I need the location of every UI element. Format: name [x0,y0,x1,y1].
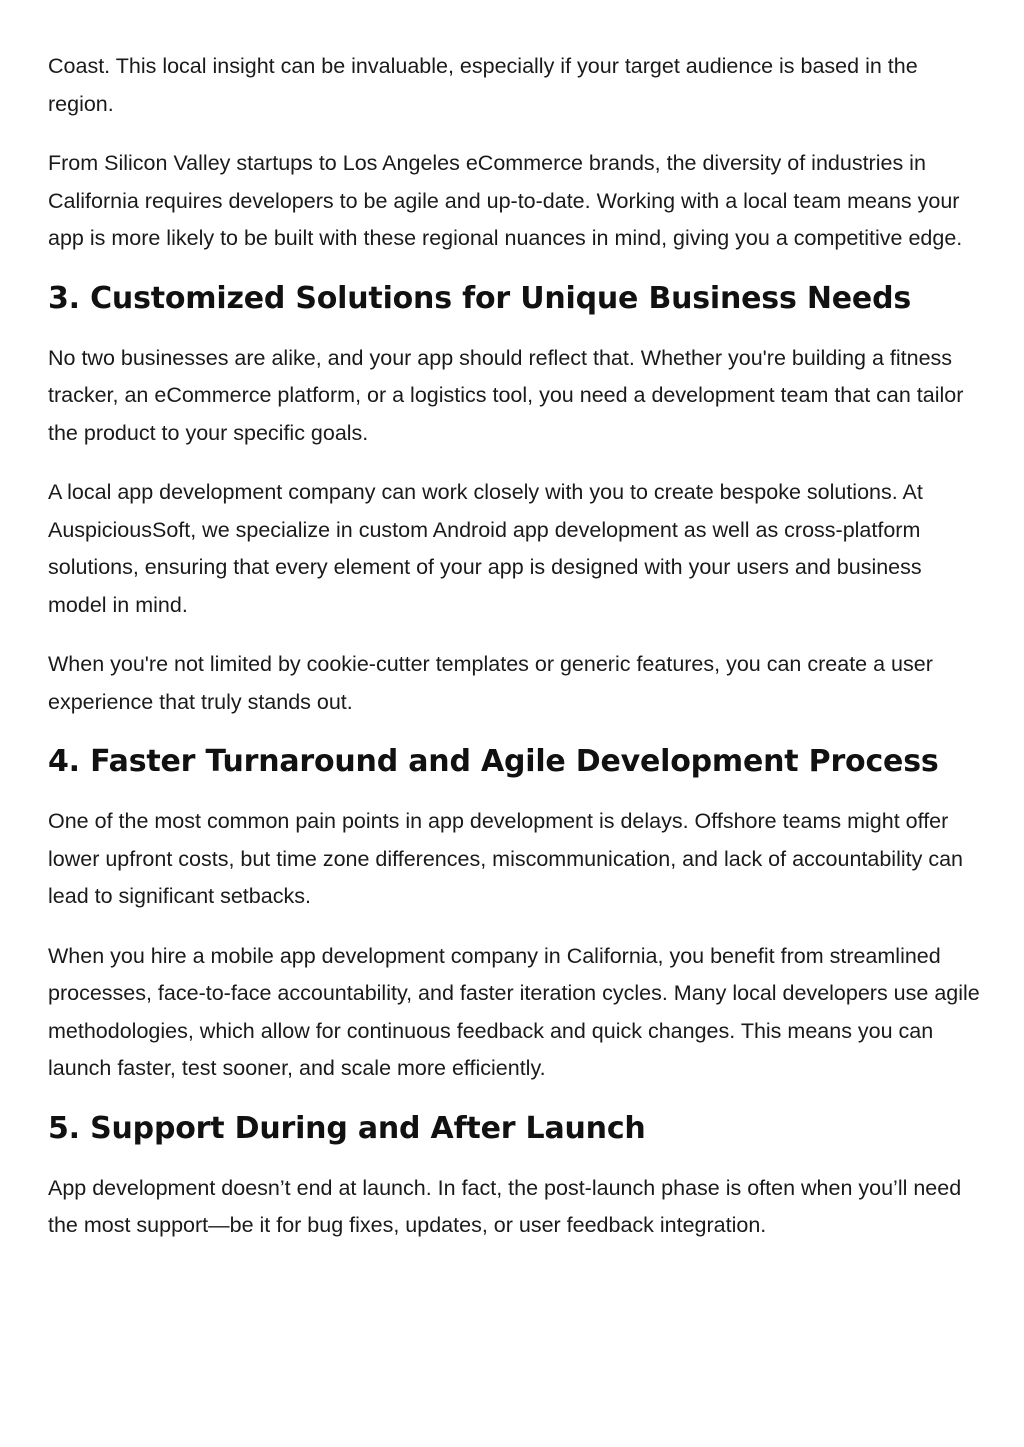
intro-paragraph-1: Coast. This local insight can be invaluable, especially if your target audience is based in the region. [48,54,918,116]
section-customized-solutions [48,280,983,722]
section-paragraph: A local app development company can work closely with you to create bespoke solutions. At AuspiciousSoft, we specialize in custom Android app development as well as cross-platform solutions, ensuring that every element of your app is designed with your users and business model in mind. [48,480,923,617]
section-paragraph: When you're not limited by cookie-cutter templates or generic features, you can create a user experience that truly stands out. [48,652,933,714]
document-page [48,48,983,1267]
section-heading: 4. Faster Turnaround and Agile Development Process [48,744,939,779]
section-heading: 5. Support During and After Launch [48,1110,646,1146]
section-paragraph: No two businesses are alike, and your app should reflect that. Whether you're building a fitness tracker, an eCommerce platform, or a logistics tool, you need a development team that can tailor the product to your specific goals. [48,345,964,445]
section-heading: 3. Customized Solutions for Unique Business Needs [48,280,911,316]
section-paragraph: One of the most common pain points in app development is delays. Offshore teams might offer lower upfront costs, but time zone differences, miscommunication, and lack of accountability can lead to significant setbacks. [48,809,963,908]
section-support-launch [48,1110,983,1245]
intro-paragraph-2: From Silicon Valley startups to Los Angeles eCommerce brands, the diversity of industries in California requires developers to be agile and up-to-date. Working with a local team means your app is more likely to be built with these regional nuances in mind, giving you a competitive edge. [48,151,963,250]
section-paragraph: App development doesn’t end at launch. In fact, the post-launch phase is often when you’ll need the most support—be it for bug fixes, updates, or user feedback integration. [48,1175,962,1237]
section-paragraph: When you hire a mobile app development company in California, you benefit from streamlined processes, face-to-face accountability, and faster iteration cycles. Many local developers use agile methodologies, which allow for continuous feedback and quick changes. This means you can launch faster, test sooner, and scale more efficiently. [48,943,980,1080]
section-faster-turnaround [48,743,983,1088]
